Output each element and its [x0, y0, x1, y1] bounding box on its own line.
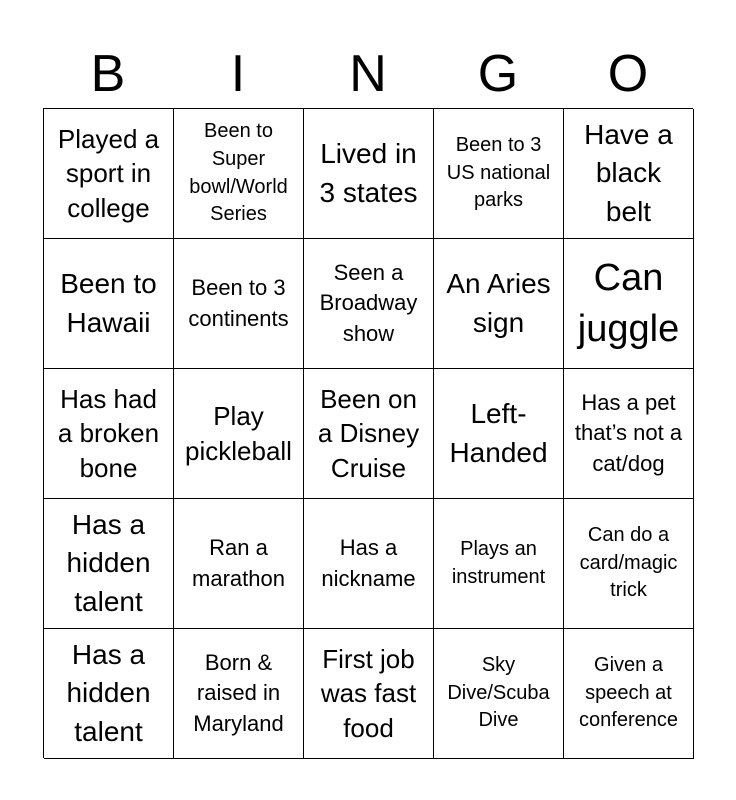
header-letter-g: G	[477, 45, 519, 103]
bingo-cell-r5-c1[interactable]	[44, 629, 174, 759]
bingo-cell-r3-c4[interactable]	[434, 369, 564, 499]
cell-text: Born & raised in Maryland	[193, 649, 284, 736]
cell-text: Played a sport in college	[57, 124, 160, 223]
cell-text: Have a black belt	[584, 118, 673, 227]
cell-text: Lived in 3 states	[319, 137, 418, 208]
bingo-cell-r1-c5[interactable]	[564, 109, 694, 239]
bingo-board	[43, 108, 693, 758]
bingo-cell-r4-c1[interactable]	[44, 499, 174, 629]
cell-text: Given a speech at conference	[579, 654, 678, 732]
bingo-cell-r4-c2[interactable]	[174, 499, 304, 629]
header-letter-o: O	[607, 45, 649, 103]
bingo-cell-r5-c4[interactable]	[434, 629, 564, 759]
header-letter-i: I	[230, 45, 246, 103]
cell-text: Plays an instrument	[451, 537, 546, 588]
bingo-header	[43, 40, 693, 108]
bingo-cell-r1-c1[interactable]	[44, 109, 174, 239]
header-letter-n: N	[349, 45, 387, 103]
bingo-cell-r2-c4[interactable]	[434, 239, 564, 369]
bingo-cell-r5-c5[interactable]	[564, 629, 694, 759]
cell-text: Sky Dive/Scuba Dive	[447, 654, 550, 732]
cell-text: Been to Hawaii	[60, 267, 157, 338]
bingo-cell-r4-c5[interactable]	[564, 499, 694, 629]
cell-text: Been to 3 continents	[188, 275, 289, 331]
bingo-cell-r2-c3[interactable]	[304, 239, 434, 369]
bingo-cell-r3-c3[interactable]	[304, 369, 434, 499]
bingo-cell-r3-c5[interactable]	[564, 369, 694, 499]
bingo-cell-r4-c4[interactable]	[434, 499, 564, 629]
cell-text: Been to Super bowl/World Series	[189, 120, 288, 226]
bingo-cell-r1-c2[interactable]	[174, 109, 304, 239]
bingo-cell-r4-c3[interactable]	[304, 499, 434, 629]
bingo-cell-r5-c2[interactable]	[174, 629, 304, 759]
cell-text: Has a hidden talent	[66, 638, 151, 747]
cell-text: Play pickleball	[185, 401, 292, 466]
cell-text: Has a pet that’s not a cat/dog	[574, 389, 683, 476]
bingo-cell-r2-c2[interactable]	[174, 239, 304, 369]
cell-text: Ran a marathon	[192, 535, 285, 591]
cell-text: Been on a Disney Cruise	[317, 384, 420, 483]
cell-text: Been to 3 US national parks	[446, 134, 551, 212]
bingo-cell-r3-c1[interactable]	[44, 369, 174, 499]
cell-text: Left-Handed	[449, 397, 548, 468]
bingo-cell-r2-c1[interactable]	[44, 239, 174, 369]
cell-text: Seen a Broadway show	[319, 259, 418, 346]
bingo-cell-r2-c5[interactable]	[564, 239, 694, 369]
header-letter-b: B	[90, 45, 126, 103]
cell-text: An Aries sign	[446, 267, 551, 338]
cell-text: Has a hidden talent	[66, 508, 151, 617]
cell-text: Can juggle	[577, 257, 680, 350]
bingo-cell-r1-c3[interactable]	[304, 109, 434, 239]
cell-text: Has a nickname	[321, 535, 416, 591]
bingo-cell-r5-c3[interactable]	[304, 629, 434, 759]
cell-text: Can do a card/magic trick	[579, 524, 678, 602]
cell-text: Has had a broken bone	[57, 384, 160, 483]
bingo-cell-r3-c2[interactable]	[174, 369, 304, 499]
cell-text: First job was fast food	[320, 644, 417, 743]
bingo-cell-r1-c4[interactable]	[434, 109, 564, 239]
